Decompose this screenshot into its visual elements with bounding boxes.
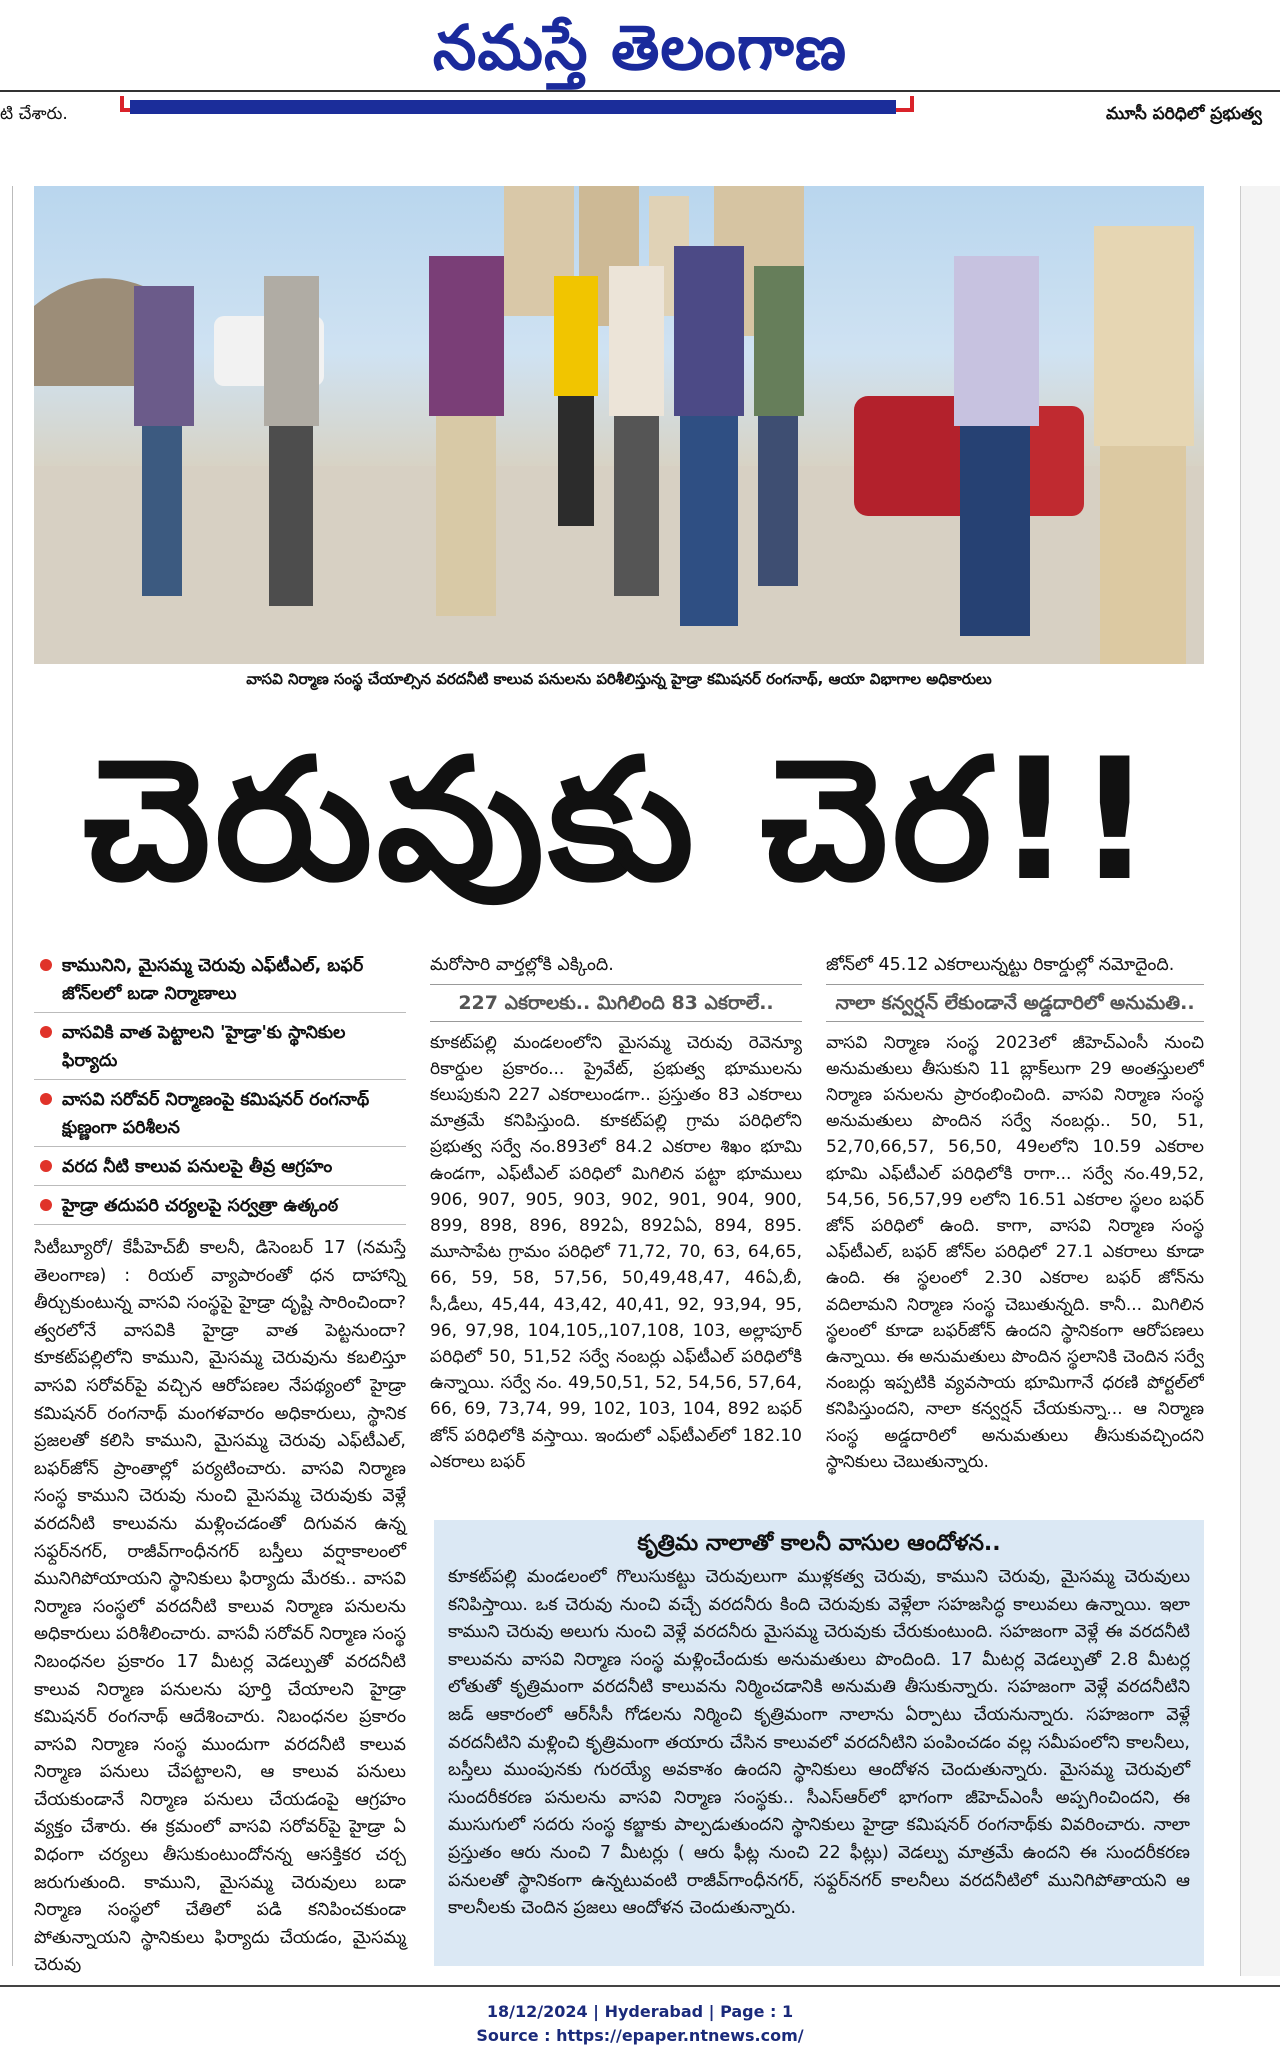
column-3-subhead: నాలా కన్వర్షన్ లేకుండానే అడ్డదారిలో అనుమతి.. xyxy=(826,984,1204,1022)
left-margin-rule xyxy=(12,186,13,1966)
masthead-rule xyxy=(0,90,1280,92)
article-column-2 xyxy=(430,952,802,1475)
bullet-dot-icon xyxy=(40,1199,52,1211)
box-title: కృత్రిమ నాలాతో కాలనీ వాసుల ఆందోళన.. xyxy=(637,1531,1001,1556)
tease-left: టి చేశారు. xyxy=(0,104,68,124)
box-body: కూకట్‌పల్లి మండలంలో గొలుసుకట్టు చెరువులుగా ముళ్లకత్వ చెరువు, కాముని చెరువు, మైసమ్మ చెరువులు కనిపిస్తాయి. ఒక చెరువు నుంచి వచ్చే వరదనీరు కింది చెరువుకు వెళ్లేలా సహజసిద్ధ కాలువలు ఉన్నాయి. ఇలా కాముని చెరువు అలుగు నుంచి వెళ్లే వరదనీరు మైసమ్మ చెరువుకు చేరుకుంటుంది. సహజంగా వెళ్లే ఈ వరదనీటి కాలువను వాసవి నిర్మాణ సంస్థ మళ్లించేందుకు అనుమతులు పొందింది. 17 మీటర్ల వెడల్పుతో 2.8 మీటర్ల లోతుతో కృత్రిమంగా వరదనీటి కాలువను నిర్మించడానికి అనుమతి తీసుకున్నారు. సహజంగా వెళ్లే వరదనీటిని జడ్ ఆకారంలో ఆర్‌సీసీ గోడలను నిర్మించి కృత్రిమంగా నాలాను ఏర్పాటు చేయనున్నారు. సహజంగా వెళ్లే వరదనీటిని మళ్లించి కృత్రిమంగా తయారు చేసిన కాలువలో వరదనీటిని పంపించడం వల్ల సమీపంలోని కాలనీలు, బస్తీలు ముంపునకు గురయ్యే అవకాశం ఉందని స్థానికులు ఆందోళన చెందుతున్నారు. మైసమ్మ చెరువులో సుందరీకరణ పనులను వాసవి నిర్మాణ సంస్థకు.. సీఎస్‌ఆర్‌లో భాగంగా జీహెచ్‌ఎంసీ అప్పగించిందని, ఈ ముసుగులో సదరు సంస్థ కబ్జాకు పాల్పడుతుందని స్థానికులు హైడ్రా కమిషనర్ రంగనాథ్‌కు వివరించారు. నాలా ప్రస్తుతం ఆరు నుంచి 7 మీటర్లు ( ఆరు ఫీట్ల నుంచి 22 ఫీట్లు) వెడల్పు మాత్రమే ఉందని ఈ సుందరీకరణ పనులతో స్థానికంగా ఉన్నటువంటి రాజీవ్‌గాంధీనగర్, సఫ్దర్‌నగర్ కాలనీలు వరదనీటిలో మునిగిపోతాయని ఆ కాలనీలకు చెందిన ప్రజలు ఆందోళన చెందుతున్నారు. xyxy=(448,1567,1190,1919)
news-photo xyxy=(34,186,1204,664)
column-2-subhead: 227 ఎకరాలకు.. మిగిలింది 83 ఎకరాలే.. xyxy=(430,984,802,1022)
article-column-3 xyxy=(826,952,1204,1475)
bullet-dot-icon xyxy=(40,1026,52,1038)
bullet-dot-icon xyxy=(40,1093,52,1105)
column-2-lead: మరోసారి వార్తల్లోకి ఎక్కింది. xyxy=(430,955,614,975)
footer-rule xyxy=(0,1985,1280,1987)
newspaper-logo: నమస్తే తెలంగాణ xyxy=(432,11,848,84)
column-2-body: కూకట్‌పల్లి మండలంలోని మైసమ్మ చెరువు రెవెన్యూ రికార్డుల ప్రకారం... ప్రైవేట్, ప్రభుత్వ భూములను కలుపుకుని 227 ఎకరాలుండగా.. ప్రస్తుతం 83 ఎకరాలు మాత్రమే కనిపిస్తుంది. కూకట్‌పల్లి గ్రామ పరిధిలోని ప్రభుత్వ సర్వే నం.893లో 84.2 ఎకరాల శిఖం భూమి ఉండగా, ఎఫ్‌టీఎల్ పరిధిలో మిగిలిన పట్టా భూములు 906, 907, 905, 903, 902, 901, 904, 900, 899, 898, 896, 892ఏ, 892ఏఏ, 894, 895. మూసాపేట గ్రామం పరిధిలో 71,72, 70, 63, 64,65, 66, 59, 58, 57,56, 50,49,48,47, 46ఏ,బీ, సీ,డీలు, 45,44, 43,42, 40,41, 92, 93,94, 95, 96, 97,98, 104,105,,107,108, 103, అల్లాపూర్ పరిధిలో 50, 51,52 సర్వే నంబర్లు ఎఫ్‌టీఎల్ పరిధిలోకి ఉన్నాయి. సర్వే నం. 49,50,51, 52, 54,56, 57,64, 66, 69, 73,74, 99, 102, 103, 104, 892 బఫర్ జోన్ పరిధిలోకి వస్తాయి. ఇందులో ఎఫ్‌టీఎల్‌లో 182.10 ఎకరాలు బఫర్ xyxy=(430,1032,802,1472)
photo-illustration xyxy=(34,186,1204,664)
headline: చెరువుకు చెర!! xyxy=(83,722,1157,918)
sidebar-story-box xyxy=(434,1520,1204,1966)
highlights-list xyxy=(34,952,406,1231)
bullet-dot-icon xyxy=(40,1160,52,1172)
column-3-body: వాసవి నిర్మాణ సంస్థ 2023లో జీహెచ్‌ఎంసీ నుంచి అనుమతులు తీసుకుని 11 బ్లాక్‌లుగా 29 అంతస్తులలో నిర్మాణ పనులను ప్రారంభించింది. వాసవి నిర్మాణ సంస్థ అనుమతులు పొందిన సర్వే నంబర్లు.. 50, 51, 52,70,66,57, 56,50, 49లలోని 10.59 ఎకరాల భూమి ఎఫ్‌టీఎల్ పరిధిలోకి రాగా... సర్వే నం.49,52, 54,56, 56,57,99 లలోని 16.51 ఎకరాల స్థలం బఫర్ జోన్ పరిధిలో ఉంది. కాగా, వాసవి నిర్మాణ సంస్థ ఎఫ్‌టీఎల్, బఫర్ జోన్‌ల పరిధిలో 27.1 ఎకరాలు కూడా ఉంది. ఈ స్థలంలో 2.30 ఎకరాల బఫర్ జోన్‌ను వదిలామని నిర్మాణ సంస్థ చెబుతున్నది. కానీ... మిగిలిన స్థలంలో కూడా బఫర్‌జోన్ ఉందని స్థానికంగా ఆరోపణలు ఉన్నాయి. ఈ అనుమతులు పొందిన స్థలానికి చెందిన సర్వే నంబర్లు ఇప్పటికి వ్యవసాయ భూమిగానే ధరణి పోర్టల్‌లో కనిపిస్తుందని, నాలా కన్వర్షన్ చేయకున్నా... ఆ నిర్మాణ సంస్థ అడ్డదారిలో అనుమతులు తీసుకువచ్చిందని స్థానికులు చెబుతున్నారు. xyxy=(826,1032,1204,1472)
highlight-item: హైడ్రా తదుపరి చర్యలపై సర్వత్రా ఉత్కంఠ xyxy=(34,1192,406,1225)
masthead-blue-bar xyxy=(130,100,896,114)
highlight-item: వాసవికి వాత పెట్టాలని 'హైడ్రా'కు స్థానికుల ఫిర్యాదు xyxy=(34,1019,406,1080)
highlight-item: వాసవి సరోవర్ నిర్మాణంపై కమిషనర్ రంగనాథ్ క్షుణ్ణంగా పరిశీలన xyxy=(34,1086,406,1147)
footer-date-line: 18/12/2024 | Hyderabad | Page : 1 xyxy=(486,2002,794,2021)
photo-caption: వాసవి నిర్మాణ సంస్థ చేయాల్సిన వరదనీటి కాలువ పనులను పరిశీలిస్తున్న హైడ్రా కమిషనర్ రంగనాథ్, ఆయా విభాగాల అధికారులు xyxy=(246,670,992,688)
bullet-dot-icon xyxy=(40,959,52,971)
column-3-lead: జోన్‌లో 45.12 ఎకరాలున్నట్టు రికార్డుల్లో నమోదైంది. xyxy=(826,955,1175,975)
tease-right: మూసీ పరిధిలో ప్రభుత్వ xyxy=(1106,104,1262,124)
adjacent-page-strip xyxy=(1240,186,1280,1976)
footer-source-line: Source : https://epaper.ntnews.com/ xyxy=(476,2026,804,2045)
highlight-item: వరద నీటి కాలువ పనులపై తీవ్ర ఆగ్రహం xyxy=(34,1153,406,1186)
article-column-1: సిటీబ్యూరో/ కేపీహెచ్‌బీ కాలనీ, డిసెంబర్ 17 (నమస్తే తెలంగాణ) : రియల్ వ్యాపారంతో ధన దాహాన్ని తీర్చుకుంటున్న వాసవి సంస్థపై హైడ్రా దృష్టి సారించిందా? త్వరలోనే వాసవికి హైడ్రా వాత పెట్టనుందా? కూకట్‌పల్లిలోని కాముని, మైసమ్మ చెరువును కబలిస్తూ వాసవి సరోవర్‌పై వచ్చిన ఆరోపణల నేపథ్యంలో హైడ్రా కమిషనర్ రంగనాథ్ మంగళవారం అధికారులు, స్థానిక ప్రజలతో కలిసి కాముని, మైసమ్మ చెరువు ఎఫ్‌టీఎల్, బఫర్‌జోన్ ప్రాంతాల్లో పర్యటించారు. వాసవి నిర్మాణ సంస్థ కాముని చెరువు నుంచి మైసమ్మ చెరువుకు వెళ్లే వరదనీటి కాలువను మళ్లించడంతో దిగువన ఉన్న సఫ్దర్‌నగర్, రాజీవ్‌గాంధీనగర్ బస్తీలు వర్షాకాలంలో మునిగిపోయాయని స్థానికులు ఫిర్యాదు మేరకు.. వాసవి నిర్మాణ సంస్థలో వరదనీటి కాలువ నిర్మాణ పనులను అధికారులు పరిశీలించారు. వాసవీ సరోవర్ నిర్మాణ సంస్థ నిబంధనల ప్రకారం 17 మీటర్ల వెడల్పుతో వరదనీటి కాలువ నిర్మాణ పనులను పూర్తి చేయాలని హైడ్రా కమిషనర్ రంగనాథ్ ఆదేశించారు. నిబంధనల ప్రకారం వాసవి నిర్మాణ సంస్థ ముందుగా వరదనీటి కాలువ నిర్మాణ పనులు చేపట్టాలని, ఆ కాలువ పనులు చేయకుండానే నిర్మాణ పనులు చేయడంపై ఆగ్రహం వ్యక్తం చేశారు. ఈ క్రమంలో వాసవి సరోవర్‌పై హైడ్రా ఏ విధంగా చర్యలు తీసుకుంటుందోనన్న ఆసక్తికర చర్చ జరుగుతుంది. కాముని, మైసమ్మ చెరువులు బడా నిర్మాణ సంస్థలో చేతిలో పడి కనిపించకుండా పోతున్నాయని స్థానికులు ఫిర్యాదు చేయడం, మైసమ్మ చెరువు xyxy=(34,1238,406,1976)
highlight-item: కామునిని, మైసమ్మ చెరువు ఎఫ్‌టీఎల్, బఫర్ జోన్‌లలో బడా నిర్మాణాలు xyxy=(34,952,406,1013)
